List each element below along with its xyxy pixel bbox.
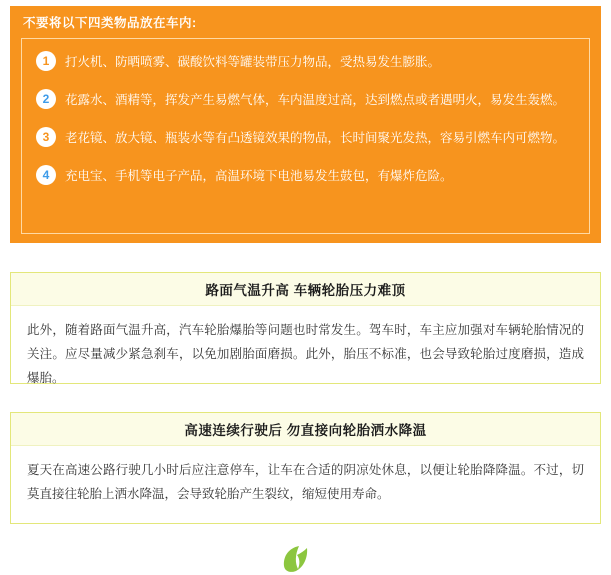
- warning-panel: [10, 6, 601, 243]
- warning-list: [21, 38, 590, 234]
- leaf-icon: [282, 545, 316, 573]
- warning-panel-title: 不要将以下四类物品放在车内:: [23, 16, 197, 30]
- item-text: 充电宝、手机等电子产品，高温环境下电池易发生鼓包，有爆炸危险。: [65, 169, 453, 183]
- list-item: [36, 127, 575, 148]
- item-text: 花露水、酒精等，挥发产生易燃气体，车内温度过高，达到燃点或者遇明火，易发生轰燃。: [65, 93, 566, 107]
- item-text: 老花镜、放大镜、瓶装水等有凸透镜效果的物品，长时间聚光发热，容易引燃车内可燃物。: [65, 131, 566, 145]
- list-item: [36, 51, 575, 72]
- section-paragraph: 夏天在高速公路行驶几小时后应注意停车，让车在合适的阴凉处休息，以便让轮胎降降温。不过，切莫直接往轮胎上洒水降温，会导致轮胎产生裂纹，缩短使用寿命。: [27, 463, 584, 501]
- section-card-header: [11, 273, 600, 306]
- section-card-body: [11, 446, 600, 506]
- section-paragraph: 此外，随着路面气温升高，汽车轮胎爆胎等问题也时常发生。驾车时，车主应加强对车辆轮胎情况的关注。应尽量减少紧急刹车，以免加剧胎面磨损。此外，胎压不标准，也会导致轮胎过度磨损，造成爆胎。: [27, 323, 584, 385]
- section-title: 高速连续行驶后 勿直接向轮胎洒水降温: [184, 423, 427, 438]
- section-card-header: [11, 413, 600, 446]
- item-text: 打火机、防晒喷雾、碳酸饮料等罐装带压力物品，受热易发生膨胀。: [65, 55, 441, 69]
- list-item: [36, 89, 575, 110]
- section-title: 路面气温升高 车辆轮胎压力难顶: [205, 283, 406, 298]
- section-card-tire-pressure: [10, 272, 601, 384]
- list-item: [36, 165, 575, 186]
- item-number-badge: 3: [36, 127, 56, 147]
- item-number-badge: 2: [36, 89, 56, 109]
- section-card-body: [11, 306, 600, 390]
- item-number-badge: 4: [36, 165, 56, 185]
- section-card-no-water-cooling: [10, 412, 601, 524]
- item-number-badge: 1: [36, 51, 56, 71]
